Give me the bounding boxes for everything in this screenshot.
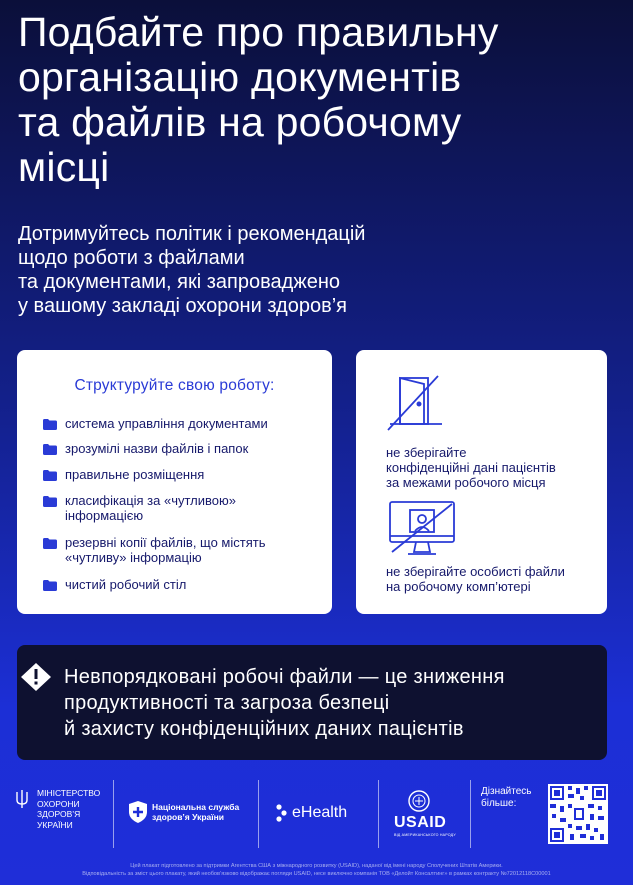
list-item-text: зрозумілі назви файлів і папок xyxy=(65,441,249,456)
title-line: Подбайте про правильну xyxy=(18,9,499,55)
disclaimer-line: Цей плакат підготовлено за підтримки Агентства США з міжнародного розвитку (USAID), наданої від імені народу Сполучених Штатів Америки. xyxy=(130,863,503,869)
list-item xyxy=(43,535,323,565)
tip-line: не зберігайте особисті файли xyxy=(386,564,565,579)
ministry-line: ОХОРОНИ xyxy=(37,798,80,809)
folder-icon xyxy=(43,470,57,481)
list-item-text: резервні копії файлів, що містять xyxy=(65,535,266,550)
title-line: організацію документів xyxy=(18,54,462,100)
disclaimer xyxy=(0,862,633,878)
tip-line: конфіденційні дані пацієнтів xyxy=(386,460,556,475)
page-title xyxy=(18,10,618,190)
structure-heading: Структуруйте свою роботу: xyxy=(74,377,275,394)
list-item xyxy=(43,493,323,523)
warning-text xyxy=(64,664,594,742)
list-item-text: класифікація за «чутливою» xyxy=(65,493,236,508)
page-subtitle xyxy=(18,222,578,318)
nszu-logo-text xyxy=(152,802,239,822)
tip-2 xyxy=(386,564,565,594)
list-item xyxy=(43,416,323,431)
list-item-text: чистий робочий стіл xyxy=(65,577,187,592)
usaid-seal-icon xyxy=(408,790,430,812)
title-line: місці xyxy=(18,144,110,190)
learn-more-line: більше: xyxy=(481,798,517,809)
divider xyxy=(470,780,471,848)
tip-1 xyxy=(386,445,556,490)
structure-list xyxy=(43,416,323,592)
learn-more-line: Дізнайтесь xyxy=(481,786,532,797)
usaid-logo-text: USAID xyxy=(394,814,447,831)
folder-icon xyxy=(43,419,57,430)
folder-icon xyxy=(43,580,57,591)
ehealth-icon xyxy=(274,804,288,822)
list-item-text: інформацією xyxy=(65,508,144,523)
nszu-shield-icon xyxy=(128,800,148,824)
usaid-sub-text: ВІД АМЕРИКАНСЬКОГО НАРОДУ xyxy=(394,833,456,837)
subtitle-line: та документами, які запроваджено xyxy=(18,271,340,293)
warning-line: Невпорядковані робочі файли — це зниження xyxy=(64,666,505,688)
nszu-line: здоров’я України xyxy=(152,812,224,822)
structure-card xyxy=(17,350,332,614)
ministry-line: УКРАЇНИ xyxy=(37,819,73,830)
list-item-text: система управління документами xyxy=(65,416,268,431)
ehealth-logo-text: eHealth xyxy=(292,804,348,821)
folder-icon xyxy=(43,496,57,507)
warning-icon xyxy=(20,662,52,692)
title-line: та файлів на робочому xyxy=(18,99,462,145)
subtitle-line: Дотримуйтесь політик і рекомендацій xyxy=(18,223,366,245)
list-item-text: «чутливу» інформацію xyxy=(65,550,202,565)
folder-icon xyxy=(43,444,57,455)
no-door-icon xyxy=(386,374,446,432)
subtitle-line: у вашому закладі охорони здоров’я xyxy=(18,295,347,317)
trident-icon xyxy=(16,790,28,808)
list-item xyxy=(43,467,323,482)
warning-line: й захисту конфіденційних даних пацієнтів xyxy=(64,718,464,740)
divider xyxy=(258,780,259,848)
tip-line: не зберігайте xyxy=(386,445,467,460)
tips-card xyxy=(356,350,607,614)
no-personal-files-monitor-icon xyxy=(386,500,458,560)
learn-more-text xyxy=(481,786,532,810)
ministry-line: МІНІСТЕРСТВО xyxy=(37,788,101,798)
subtitle-line: щодо роботи з файлами xyxy=(18,247,245,269)
nszu-line: Національна служба xyxy=(152,802,240,812)
warning-line: продуктивності та загроза безпеці xyxy=(64,692,390,714)
ministry-line: ЗДОРОВ’Я xyxy=(37,809,81,819)
qr-code-icon[interactable] xyxy=(548,784,608,844)
list-item xyxy=(43,441,323,456)
warning-banner xyxy=(17,645,607,760)
folder-icon xyxy=(43,538,57,549)
divider xyxy=(378,780,379,848)
tip-line: за межами робочого місця xyxy=(386,475,546,490)
ministry-logo-text xyxy=(37,788,100,830)
divider xyxy=(113,780,114,848)
list-item-text: правильне розміщення xyxy=(65,467,205,482)
list-item xyxy=(43,577,323,592)
disclaimer-line: Відповідальність за зміст цього плакату, який необов’язково відображає погляди USAID, несе виключно компанія ТОВ «Делойт Консалтинг» в рамках контракту №72012118C00001 xyxy=(82,871,551,877)
footer xyxy=(0,780,633,850)
tip-line: на робочому комп’ютері xyxy=(386,579,531,594)
